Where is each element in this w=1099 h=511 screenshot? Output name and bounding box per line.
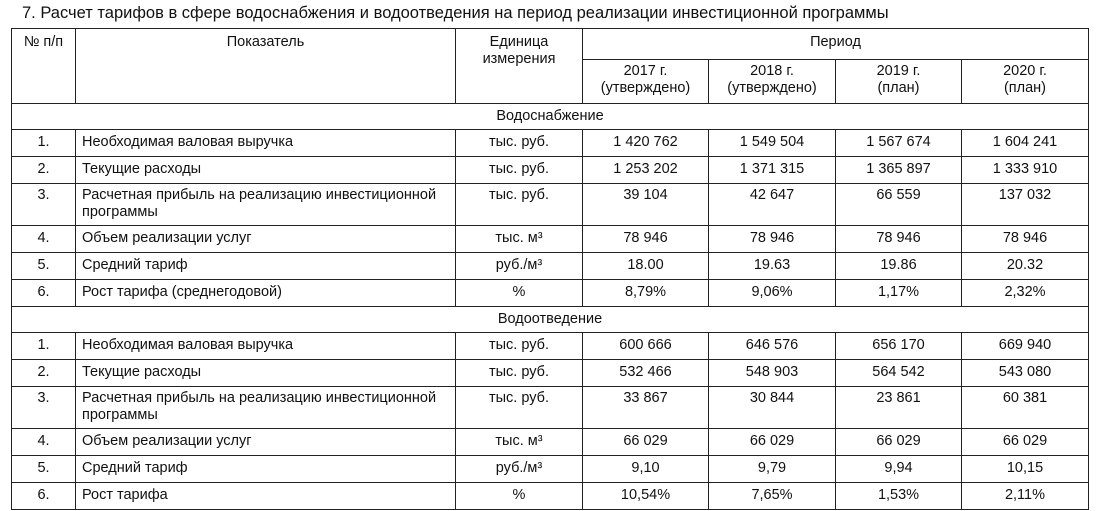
table-row	[12, 333, 1089, 360]
row-value: 9,06%	[709, 280, 836, 307]
row-number: 6.	[12, 483, 76, 510]
row-number: 1.	[12, 130, 76, 157]
row-value: 1 333 910	[962, 157, 1089, 184]
row-value: 1 604 241	[962, 130, 1089, 157]
row-value: 42 647	[709, 184, 836, 226]
row-indicator: Объем реализации услуг	[76, 429, 456, 456]
row-indicator: Рост тарифа (среднегодовой)	[76, 280, 456, 307]
row-value: 1 253 202	[583, 157, 709, 184]
row-value: 669 940	[962, 333, 1089, 360]
row-value: 78 946	[583, 226, 709, 253]
section-title: Водоотведение	[12, 307, 1089, 333]
row-value: 656 170	[836, 333, 962, 360]
row-indicator: Рост тарифа	[76, 483, 456, 510]
row-value: 1 365 897	[836, 157, 962, 184]
tariff-table	[11, 28, 1089, 510]
header-year-2019	[836, 60, 962, 104]
row-value: 600 666	[583, 333, 709, 360]
row-value: 78 946	[709, 226, 836, 253]
row-number: 1.	[12, 333, 76, 360]
row-value: 19.63	[709, 253, 836, 280]
row-number: 2.	[12, 157, 76, 184]
row-value: 7,65%	[709, 483, 836, 510]
row-value: 2,11%	[962, 483, 1089, 510]
row-unit: тыс. руб.	[456, 130, 583, 157]
row-unit: тыс. руб.	[456, 157, 583, 184]
row-number: 5.	[12, 456, 76, 483]
row-value: 30 844	[709, 387, 836, 429]
row-indicator: Объем реализации услуг	[76, 226, 456, 253]
row-value: 1,53%	[836, 483, 962, 510]
table-row	[12, 130, 1089, 157]
row-value: 18.00	[583, 253, 709, 280]
row-value: 2,32%	[962, 280, 1089, 307]
row-value: 78 946	[962, 226, 1089, 253]
row-value: 9,94	[836, 456, 962, 483]
header-num: № п/п	[12, 29, 76, 104]
row-unit: тыс. руб.	[456, 360, 583, 387]
row-value: 532 466	[583, 360, 709, 387]
row-unit: руб./м³	[456, 253, 583, 280]
row-indicator: Средний тариф	[76, 253, 456, 280]
row-unit: %	[456, 483, 583, 510]
row-value: 646 576	[709, 333, 836, 360]
header-year-2018	[709, 60, 836, 104]
header-unit-line2: измерения	[482, 51, 556, 67]
header-indicator: Показатель	[76, 29, 456, 104]
table-row	[12, 387, 1089, 429]
table-row	[12, 253, 1089, 280]
header-unit-line1: Единица	[489, 34, 549, 50]
row-unit: %	[456, 280, 583, 307]
row-value: 66 029	[836, 429, 962, 456]
row-value: 1 549 504	[709, 130, 836, 157]
row-value: 1 420 762	[583, 130, 709, 157]
header-year: 2017 г.	[623, 63, 668, 79]
header-year: 2019 г.	[876, 63, 921, 79]
header-year-2017	[583, 60, 709, 104]
row-indicator: Расчетная прибыль на реализацию инвестиционной программы	[76, 184, 456, 226]
row-value: 564 542	[836, 360, 962, 387]
row-value: 543 080	[962, 360, 1089, 387]
document-title: 7. Расчет тарифов в сфере водоснабжения и водоотведения на период реализации инвестиционной программы	[22, 4, 889, 22]
row-value: 33 867	[583, 387, 709, 429]
table-row	[12, 226, 1089, 253]
header-status: (план)	[1003, 80, 1047, 96]
row-value: 9,79	[709, 456, 836, 483]
table-row	[12, 184, 1089, 226]
row-value: 10,15	[962, 456, 1089, 483]
row-value: 66 029	[583, 429, 709, 456]
section-title: Водоснабжение	[12, 104, 1089, 130]
row-value: 60 381	[962, 387, 1089, 429]
table-row	[12, 280, 1089, 307]
table-row	[12, 429, 1089, 456]
row-indicator: Текущие расходы	[76, 360, 456, 387]
row-value: 39 104	[583, 184, 709, 226]
row-value: 20.32	[962, 253, 1089, 280]
row-number: 5.	[12, 253, 76, 280]
row-value: 23 861	[836, 387, 962, 429]
row-number: 3.	[12, 184, 76, 226]
row-number: 2.	[12, 360, 76, 387]
row-unit: тыс. руб.	[456, 387, 583, 429]
header-row	[12, 29, 1089, 60]
row-value: 66 029	[709, 429, 836, 456]
row-indicator: Необходимая валовая выручка	[76, 130, 456, 157]
row-value: 66 559	[836, 184, 962, 226]
row-value: 548 903	[709, 360, 836, 387]
header-status: (план)	[877, 80, 920, 96]
table-row	[12, 483, 1089, 510]
row-value: 19.86	[836, 253, 962, 280]
section-row	[12, 307, 1089, 333]
section-row	[12, 104, 1089, 130]
table-row	[12, 456, 1089, 483]
row-number: 4.	[12, 226, 76, 253]
row-value: 66 029	[962, 429, 1089, 456]
header-status: (утверждено)	[727, 80, 817, 96]
row-value: 8,79%	[583, 280, 709, 307]
row-value: 10,54%	[583, 483, 709, 510]
table-row	[12, 360, 1089, 387]
row-value: 1 567 674	[836, 130, 962, 157]
row-unit: руб./м³	[456, 456, 583, 483]
row-number: 6.	[12, 280, 76, 307]
row-value: 137 032	[962, 184, 1089, 226]
header-period: Период	[583, 29, 1089, 60]
header-unit	[456, 29, 583, 104]
row-unit: тыс. руб.	[456, 184, 583, 226]
row-indicator: Средний тариф	[76, 456, 456, 483]
row-value: 9,10	[583, 456, 709, 483]
header-year: 2018 г.	[750, 63, 794, 79]
header-year-2020	[962, 60, 1089, 104]
row-unit: тыс. руб.	[456, 333, 583, 360]
table-row	[12, 157, 1089, 184]
row-indicator: Необходимая валовая выручка	[76, 333, 456, 360]
row-indicator: Расчетная прибыль на реализацию инвестиционной программы	[76, 387, 456, 429]
row-number: 4.	[12, 429, 76, 456]
row-unit: тыс. м³	[456, 429, 583, 456]
row-unit: тыс. м³	[456, 226, 583, 253]
row-value: 1,17%	[836, 280, 962, 307]
header-year: 2020 г.	[1003, 63, 1047, 79]
row-value: 1 371 315	[709, 157, 836, 184]
row-number: 3.	[12, 387, 76, 429]
header-status: (утверждено)	[600, 80, 691, 96]
row-indicator: Текущие расходы	[76, 157, 456, 184]
row-value: 78 946	[836, 226, 962, 253]
